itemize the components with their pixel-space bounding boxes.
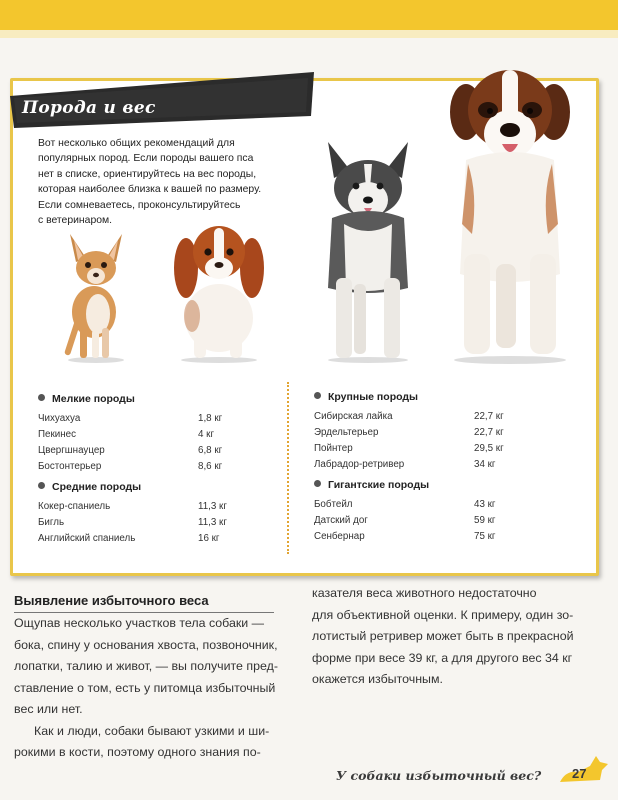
section-title: Выявление избыточного веса (14, 593, 209, 608)
bullet-icon (314, 392, 321, 399)
chihuahua-illustration (56, 232, 136, 364)
intro-line: Вот несколько общих рекомендаций для (38, 138, 235, 149)
text-line: рокими в кости, поэтому одного знания по- (14, 745, 261, 759)
text-line: казателя веса животного недостаточно (312, 586, 537, 600)
top-color-band (0, 0, 618, 30)
intro-line: популярных пород. Если породы вашего пса (38, 153, 254, 165)
intro-line: с ветеринаром. (38, 215, 113, 227)
column-divider (287, 382, 289, 554)
page-number: 27 (572, 766, 587, 781)
text-line: Как и люди, собаки бывают узкими и ши- (34, 723, 270, 738)
article-left-column (14, 613, 294, 764)
intro-line: которая наиболее близка к вашей по размеру. (38, 184, 262, 196)
bullet-icon (38, 482, 45, 489)
text-line: ставление о том, есть у питомца избыточный (14, 680, 276, 695)
group-title-large: Крупные породы (314, 391, 418, 403)
group-title-medium: Средние породы (38, 481, 141, 493)
text-line: форме при весе 39 кг, а для другого вес 34 кг (312, 650, 573, 665)
box-intro (38, 136, 308, 228)
bullet-icon (314, 480, 321, 487)
group-title-small: Мелкие породы (38, 393, 135, 405)
intro-line: Если сомневаетесь, проконсультируйтесь (38, 199, 241, 211)
text-line: окажется избыточным. (312, 672, 443, 686)
text-line: лотистый ретривер может быть в прекрасной (312, 629, 574, 643)
top-band-shadow (0, 30, 618, 38)
bullet-icon (38, 394, 45, 401)
spaniel-illustration (172, 218, 266, 364)
text-line: бока, спину у основания хвоста, позвоночник, (14, 637, 278, 652)
group-title-giant: Гигантские породы (314, 479, 429, 491)
text-line: для объективной оценки. К примеру, один зо- (312, 607, 574, 622)
intro-line: нет в списке, ориентируйтесь на вес породы, (38, 168, 257, 180)
saint-bernard-illustration (448, 64, 572, 364)
article-right-column (312, 583, 608, 691)
text-line: вес или нет. (14, 702, 83, 716)
husky-illustration (318, 138, 418, 364)
text-line: Ощупав несколько участков тела собаки — (14, 616, 265, 630)
box-heading-banner (8, 72, 316, 130)
box-heading: Порода и вес (22, 98, 156, 118)
running-title: У собаки избыточный вес? (336, 768, 542, 783)
text-line: лопатки, талию и живот, — вы получите пред- (14, 659, 278, 673)
